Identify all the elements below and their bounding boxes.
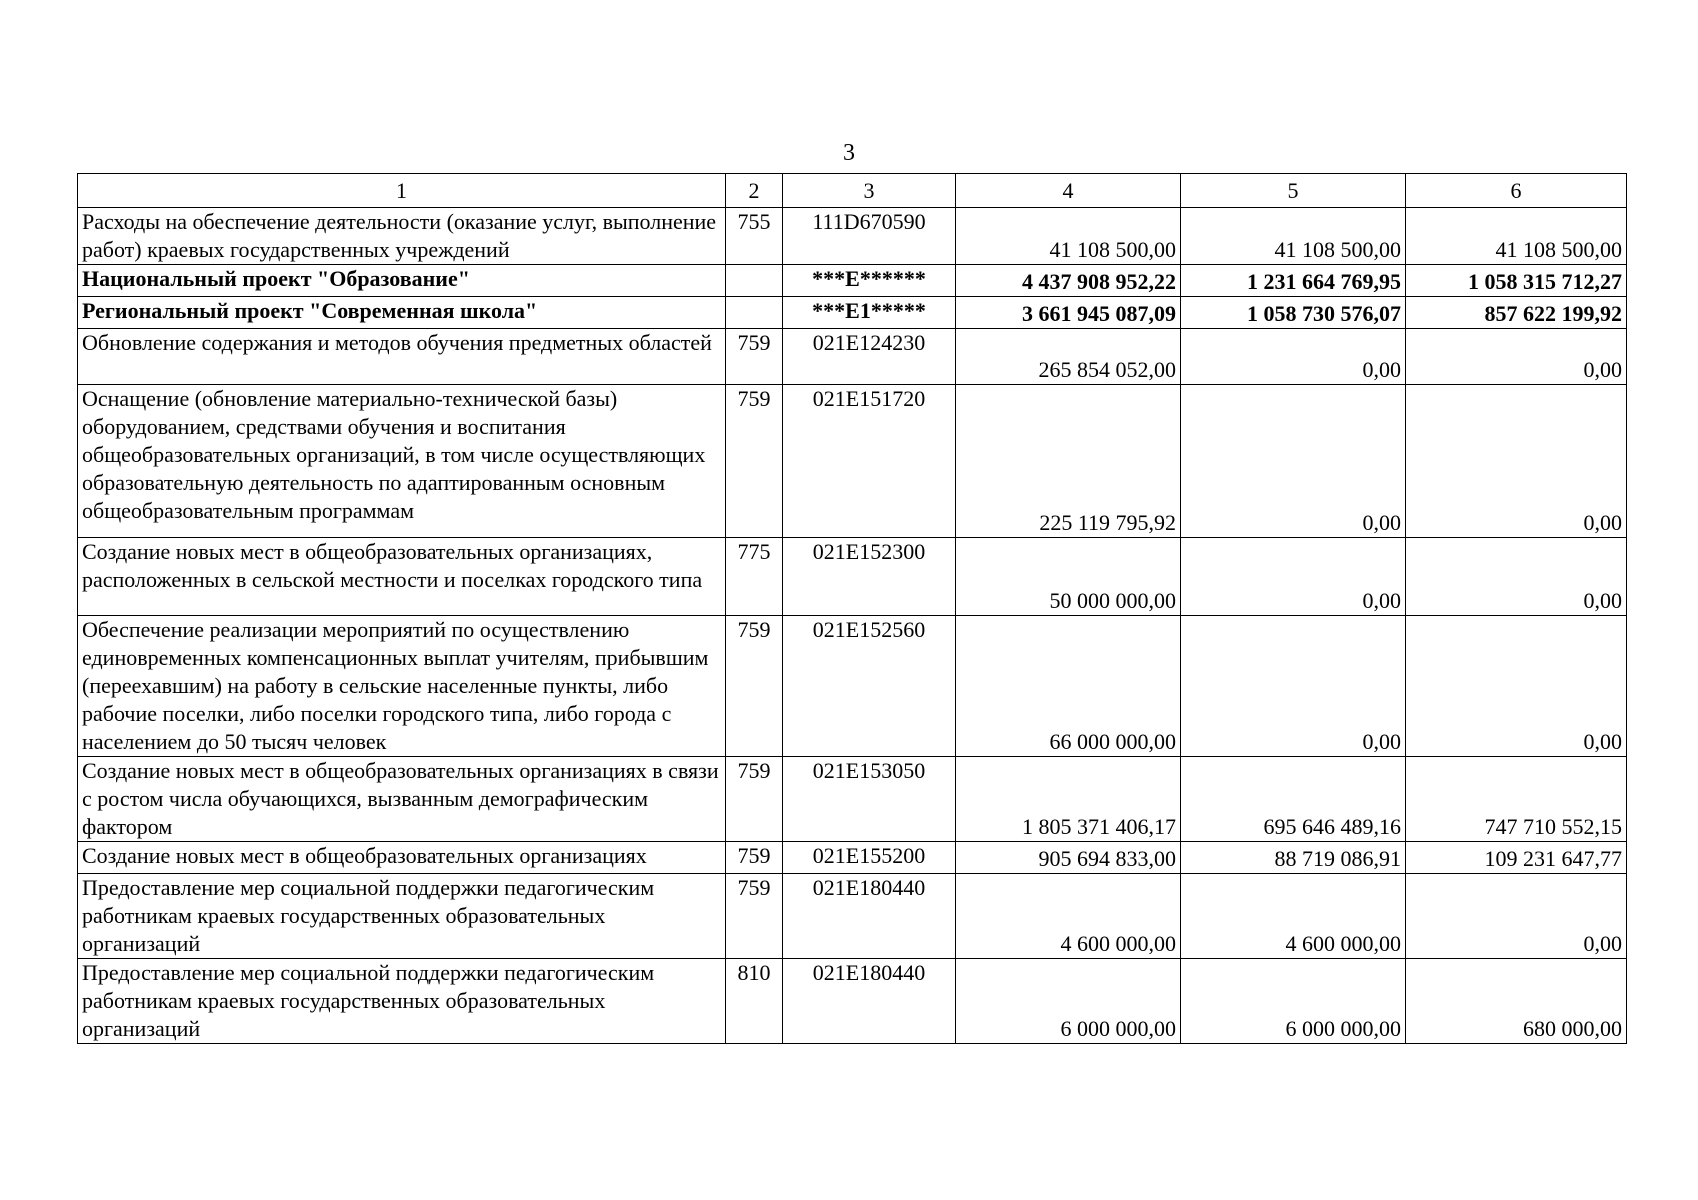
- column-header-6: 6: [1406, 174, 1627, 208]
- table-row: [78, 538, 1627, 616]
- row-value-col5: 695 646 489,16: [1181, 757, 1406, 842]
- table-row: [78, 297, 1627, 329]
- row-code-cell: 111D670590: [783, 208, 956, 265]
- row-value-col4: 4 600 000,00: [956, 874, 1181, 959]
- row-name-cell: Предоставление мер социальной поддержки педагогическим работникам краевых государственных образовательных организаций: [78, 959, 726, 1044]
- row-code-cell: 021E153050: [783, 757, 956, 842]
- row-value-col4: 6 000 000,00: [956, 959, 1181, 1044]
- row-name-cell: Расходы на обеспечение деятельности (оказание услуг, выполнение работ) краевых государственных учреждений: [78, 208, 726, 265]
- row-gr-cell: 759: [726, 842, 783, 874]
- row-gr-cell: 759: [726, 329, 783, 385]
- row-value-col4: 3 661 945 087,09: [956, 297, 1181, 329]
- column-header-4: 4: [956, 174, 1181, 208]
- row-value-col6: 1 058 315 712,27: [1406, 265, 1627, 297]
- column-header-5: 5: [1181, 174, 1406, 208]
- row-gr-cell: 759: [726, 757, 783, 842]
- row-value-col4: 225 119 795,92: [956, 385, 1181, 538]
- row-name-cell: Создание новых мест в общеобразовательных организациях в связи с ростом числа обучающихся, вызванным демографическим фактором: [78, 757, 726, 842]
- row-value-col6: 0,00: [1406, 329, 1627, 385]
- row-value-col5: 6 000 000,00: [1181, 959, 1406, 1044]
- row-code-cell: ***E1*****: [783, 297, 956, 329]
- row-value-col5: 4 600 000,00: [1181, 874, 1406, 959]
- row-value-col4: 905 694 833,00: [956, 842, 1181, 874]
- table-row: [78, 616, 1627, 757]
- header-row: [78, 174, 1627, 208]
- page-number: 3: [843, 140, 855, 166]
- row-value-col6: 857 622 199,92: [1406, 297, 1627, 329]
- row-code-cell: ***E******: [783, 265, 956, 297]
- row-code-cell: 021E124230: [783, 329, 956, 385]
- row-code-cell: 021E152300: [783, 538, 956, 616]
- row-gr-cell: [726, 297, 783, 329]
- row-value-col6: 680 000,00: [1406, 959, 1627, 1044]
- row-value-col6: 0,00: [1406, 874, 1627, 959]
- row-value-col5: 0,00: [1181, 616, 1406, 757]
- row-code-cell: 021E180440: [783, 874, 956, 959]
- row-value-col4: 265 854 052,00: [956, 329, 1181, 385]
- table-row: [78, 208, 1627, 265]
- row-value-col4: 66 000 000,00: [956, 616, 1181, 757]
- row-value-col4: 1 805 371 406,17: [956, 757, 1181, 842]
- row-value-col6: 109 231 647,77: [1406, 842, 1627, 874]
- row-value-col5: 0,00: [1181, 385, 1406, 538]
- row-value-col5: 1 058 730 576,07: [1181, 297, 1406, 329]
- row-gr-cell: 775: [726, 538, 783, 616]
- table-row: [78, 265, 1627, 297]
- row-gr-cell: 759: [726, 874, 783, 959]
- row-value-col5: 0,00: [1181, 538, 1406, 616]
- table-row: [78, 874, 1627, 959]
- row-code-cell: 021E151720: [783, 385, 956, 538]
- table-row: [78, 385, 1627, 538]
- row-value-col5: 0,00: [1181, 329, 1406, 385]
- row-value-col6: 0,00: [1406, 538, 1627, 616]
- row-name-cell: Создание новых мест в общеобразовательных организациях: [78, 842, 726, 874]
- row-value-col5: 41 108 500,00: [1181, 208, 1406, 265]
- row-gr-cell: 759: [726, 385, 783, 538]
- row-gr-cell: [726, 265, 783, 297]
- row-value-col5: 88 719 086,91: [1181, 842, 1406, 874]
- row-name-cell: Обеспечение реализации мероприятий по осуществлению единовременных компенсационных выплат учителям, прибывшим (переехавшим) на работу в сельские населенные пункты, либо рабочие поселки, либо поселки городского типа, либо города с населением до 50 тысяч человек: [78, 616, 726, 757]
- column-header-1: 1: [78, 174, 726, 208]
- row-gr-cell: 810: [726, 959, 783, 1044]
- column-header-2: 2: [726, 174, 783, 208]
- table-row: [78, 329, 1627, 385]
- row-value-col4: 41 108 500,00: [956, 208, 1181, 265]
- row-value-col4: 50 000 000,00: [956, 538, 1181, 616]
- row-value-col6: 747 710 552,15: [1406, 757, 1627, 842]
- table-row: [78, 842, 1627, 874]
- row-gr-cell: 759: [726, 616, 783, 757]
- table-row: [78, 959, 1627, 1044]
- row-value-col6: 41 108 500,00: [1406, 208, 1627, 265]
- row-gr-cell: 755: [726, 208, 783, 265]
- row-value-col6: 0,00: [1406, 616, 1627, 757]
- row-value-col5: 1 231 664 769,95: [1181, 265, 1406, 297]
- budget-table: [77, 173, 1627, 1044]
- row-code-cell: 021E155200: [783, 842, 956, 874]
- table-row: [78, 757, 1627, 842]
- row-name-cell: Региональный проект "Современная школа": [78, 297, 726, 329]
- row-name-cell: Создание новых мест в общеобразовательных организациях, расположенных в сельской местности и поселках городского типа: [78, 538, 726, 616]
- row-name-cell: Обновление содержания и методов обучения предметных областей: [78, 329, 726, 385]
- row-name-cell: Оснащение (обновление материально-технической базы) оборудованием, средствами обучения и воспитания общеобразовательных организаций, в том числе осуществляющих образовательную деятельность по адаптированным основным общеобразовательным программам: [78, 385, 726, 538]
- row-value-col4: 4 437 908 952,22: [956, 265, 1181, 297]
- row-name-cell: Предоставление мер социальной поддержки педагогическим работникам краевых государственных образовательных организаций: [78, 874, 726, 959]
- column-header-3: 3: [783, 174, 956, 208]
- row-value-col6: 0,00: [1406, 385, 1627, 538]
- row-code-cell: 021E180440: [783, 959, 956, 1044]
- row-name-cell: Национальный проект "Образование": [78, 265, 726, 297]
- row-code-cell: 021E152560: [783, 616, 956, 757]
